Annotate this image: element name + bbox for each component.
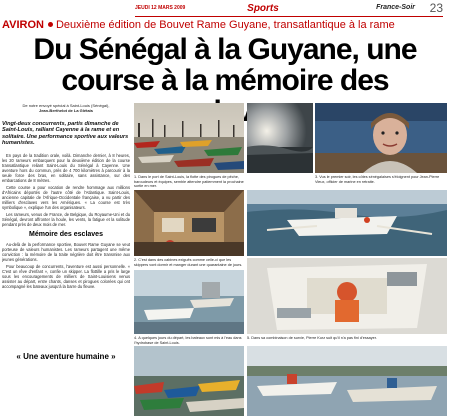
photo-survival-suit — [247, 258, 447, 334]
page-number: 23 — [429, 1, 443, 15]
kicker-text: Deuxième édition de Bouvet Rame Guyane, transatlantique à la rame — [55, 19, 395, 31]
article-kicker — [2, 19, 448, 31]
body-paragraph: Cette course a pour vocation de rendre hommage aux millions d'Africains déportés de l'autre côté de l'Atlantique. Saint-Louis, ancienne capitale de l'Afrique-Occidentale française, a vu partir des milliers d'esclaves vers les Amériques. « La course est très symbolique », explique l'un des organisateurs. — [2, 184, 130, 210]
caption-number: 4. — [134, 336, 138, 340]
caption-number: 3. — [315, 175, 319, 179]
kicker-tag: AVIRON — [2, 19, 44, 31]
photo-rower-portrait — [315, 103, 447, 173]
byline-author: Jean-Berthelot de La Glétais — [38, 108, 93, 113]
byline — [2, 103, 130, 113]
caption-number: 1. — [134, 175, 138, 179]
photo-sunset-sea — [247, 103, 313, 173]
section-title: Sports — [247, 3, 279, 14]
caption-text: C'est dans des cabines exiguës comme celle-ci que les skippers vont dormir et manger durant une quarantaine de jours. — [134, 258, 243, 267]
article-subhead-2: « Une aventure humaine » — [16, 351, 116, 361]
caption-photo-2 — [134, 258, 244, 267]
photo-hydrobase — [134, 270, 244, 334]
caption-text: A quelques jours du départ, les bateaux sont mis à l'eau dans l'hydrobase de Saint-Louis. — [134, 336, 242, 345]
header-divider — [135, 16, 443, 17]
caption-photo-5 — [247, 336, 447, 341]
body-paragraph: En pays de la tradition orale, voilà. Dimanche dernier, à 8 heures, les 20 rameurs embarquent pour la deuxième édition de la course transatlantique reliant Saint-Louis du Sénégal à Cayenne. Une aventure hors du commun, près de 4 700 kilomètres à parcourir à la seule force des bras, en solitaire, sans assistance, sur des embarcations de 8 mètres. — [2, 152, 130, 183]
caption-photo-3 — [315, 175, 447, 184]
body-paragraph: Au-delà de la performance sportive, Bouvet Rame Guyane se veut porteuse de valeurs humanistes. Les rameurs partagent une même conviction : la mémoire de la traite négrière doit être transmise aux jeunes générations. — [2, 241, 130, 262]
caption-number: 5. — [247, 336, 251, 340]
byline-dateline: De notre envoyé spécial à Saint-Louis (Sénégal), — [22, 103, 110, 108]
caption-photo-4 — [134, 336, 244, 345]
bullet-icon — [48, 22, 53, 27]
article-body-1 — [2, 153, 130, 351]
caption-text: Dans sa combinaison de survie, Pierre Kurz suit qu'il n'a pas fini d'essayer. — [251, 336, 377, 340]
page-header — [135, 3, 443, 15]
body-paragraph: Les rameurs, venus de France, de Belgique, du Royaume-Uni et du Sénégal, devront affronter la houle, les vents, la fatigue et la solitude pendant près de deux mois de mer. — [2, 211, 130, 227]
article-text-column — [2, 103, 130, 359]
caption-number: 2. — [134, 258, 138, 262]
body-paragraph: Pour beaucoup de concurrents, l'aventure est aussi personnelle. « C'est un rêve d'enfant », confie un skipper. La flottille a pris le large sous les encouragements de milliers de Saint-Louisiens venus assister au départ, entre chants, danses et pirogues colorées qui ont accompagné les bateaux jusqu'à la barre du fleuve. — [2, 263, 130, 289]
article-lead: Vingt-deux concurrents, partis dimanche de Saint-Louis, ralliant Cayenne à la rame et en solitaire. Une performance sportive aux valeurs humanistes. — [2, 121, 129, 147]
issue-date: JEUDI 12 MARS 2009 — [135, 5, 186, 11]
headline-line-1: Du Sénégal à la Guyane, une — [33, 33, 417, 66]
photo-port-pirogues — [134, 103, 244, 173]
photo-rowing-boat-sea — [247, 190, 447, 256]
photo-harbor-wide — [247, 346, 447, 416]
caption-photo-1 — [134, 175, 244, 189]
photo-boat-cabin — [134, 190, 244, 256]
photo-colorful-boats — [134, 346, 244, 416]
newspaper-logo: France-Soir — [376, 4, 415, 11]
headline-line-2: course à la mémoire des — [61, 64, 389, 97]
caption-text: Dans le port de Saint-Louis, la flotte des pirogues de pêche, baroudeurs et équipes, semble attendre patiemment la prochaine sortie en mer. — [134, 175, 244, 189]
article-subhead: Mémoire des esclaves — [29, 230, 103, 238]
caption-text: Vus le premier soir, les côtes sénégalaises s'éloignent pour Jean-Pierre Vieux, officier de marine en retraite. — [315, 175, 440, 184]
